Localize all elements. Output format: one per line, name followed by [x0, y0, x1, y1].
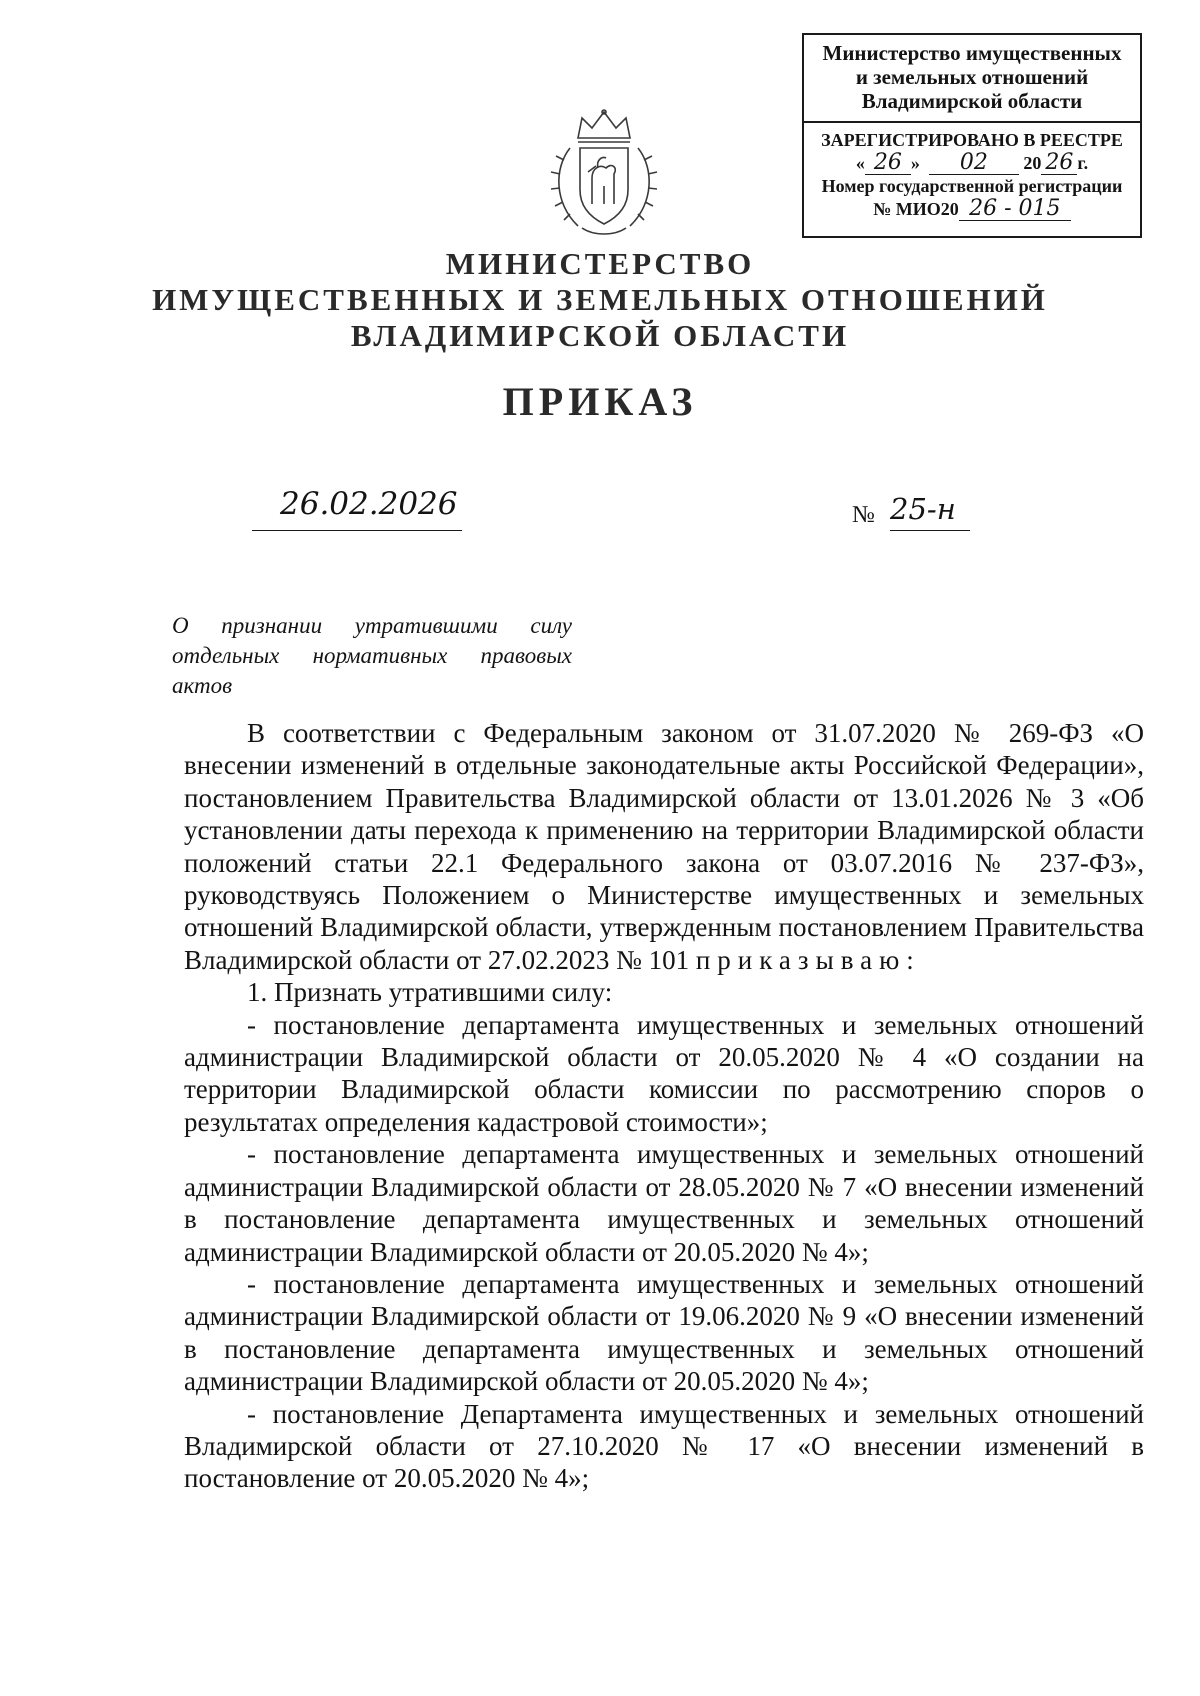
stamp-registered-label: ЗАРЕГИСТРИРОВАНО В РЕЕСТРЕ	[821, 130, 1123, 150]
stamp-registration-block	[804, 123, 1140, 221]
stamp-day: 26	[865, 152, 911, 175]
preamble-text: В соответствии с Федеральным законом от 31.07.2020 № 269-ФЗ «О внесении изменений в отдельные законодательные акты Российской Федерации», постановлением Правительства Владимирской области от 13.01.2026 № 3 «Об установлении даты перехода к применению на территории Владимирской области положений статьи 22.1 Федерального закона от 03.07.2016 № 237-ФЗ», руководствуясь Положением о Министерстве имущественных и земельных отношений Владимирской области, утвержденным постановлением Правительства Владимирской области от 27.02.2023 № 101	[184, 718, 1144, 975]
list-item: - постановление департамента имущественных и земельных отношений администрации Владимирской области от 28.05.2020 № 7 «О внесении изменений в постановление департамента имущественных и земельных отношений администрации Владимирской области от 20.05.2020 № 4»;	[184, 1139, 1144, 1267]
stamp-year-unit: г.	[1077, 153, 1089, 173]
list-item: - постановление Департамента имущественных и земельных отношений Владимирской области от 27.10.2020 № 17 «О внесении изменений в постановление от 20.05.2020 № 4»;	[184, 1398, 1144, 1494]
order-body	[184, 717, 1144, 1495]
stamp-month: 02	[929, 152, 1019, 175]
registration-stamp	[802, 33, 1142, 238]
order-date: 26.02.2026	[280, 486, 458, 522]
ministry-line: МИНИСТЕРСТВО	[445, 246, 755, 281]
ministry-heading	[150, 246, 1050, 354]
stamp-org-line: Владимирской области	[861, 89, 1083, 113]
stamp-organization	[804, 35, 1140, 123]
document-type: ПРИКАЗ	[502, 379, 698, 424]
list-item: - постановление департамента имущественных и земельных отношений администрации Владимирской области от 19.06.2020 № 9 «О внесении изменений в постановление департамента имущественных и земельных отношений администрации Владимирской области от 20.05.2020 № 4»;	[184, 1268, 1144, 1397]
stamp-date-row: « 26 » 02 20 26 г.	[855, 150, 1089, 175]
stamp-reg-number: 26 - 015	[959, 198, 1071, 221]
order-subject: О признании утратившими силу отдельных нормативных правовых актов	[172, 613, 572, 698]
coat-of-arms-icon	[548, 108, 660, 240]
order-number: 25-н	[890, 492, 970, 531]
stamp-year-prefix: 20	[1023, 153, 1042, 173]
preamble-paragraph	[184, 717, 1144, 976]
stamp-org-line: Министерство имущественных	[822, 41, 1122, 65]
stamp-year-suffix: 26	[1041, 152, 1077, 175]
stamp-reg-prefix: № МИО20	[873, 199, 959, 219]
ministry-line: ИМУЩЕСТВЕННЫХ И ЗЕМЕЛЬНЫХ ОТНОШЕНИЙ	[152, 282, 1048, 317]
stamp-org-line: и земельных отношений	[855, 65, 1089, 89]
preamble-action: приказываю:	[695, 944, 921, 975]
stamp-reg-number-label: Номер государственной регистрации	[821, 176, 1123, 196]
order-date-field	[252, 482, 462, 531]
list-item: - постановление департамента имущественных и земельных отношений администрации Владимирской области от 20.05.2020 № 4 «О создании на территории Владимирской области комиссии по рассмотрению споров о результатах определения кадастровой стоимости»;	[184, 1009, 1144, 1137]
list-item: 1. Признать утратившими силу:	[247, 977, 613, 1008]
ministry-line: ВЛАДИМИРСКОЙ ОБЛАСТИ	[350, 318, 850, 353]
number-sign: №	[852, 502, 875, 528]
stamp-reg-number-row	[804, 198, 1140, 221]
